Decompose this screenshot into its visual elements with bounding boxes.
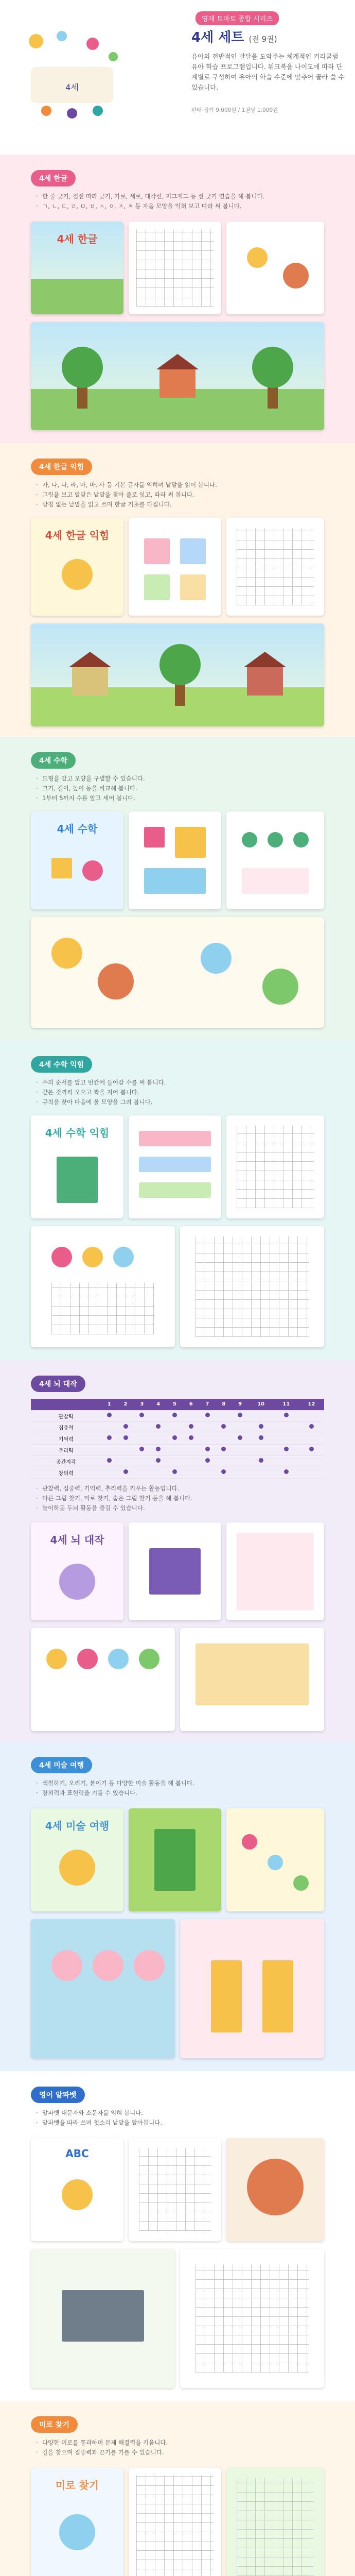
section-bullets: · 가, 나, 다, 라, 마, 바, 사 등 기본 글자를 익히며 낱말을 읽어 봅니다. · 그림을 보고 알맞은 낱말을 찾아 줄로 잇고, 따라 써 봅니다. · 받침 없는 낱말을 읽고 쓰며 한글 기초를 다집니다. [36,480,324,510]
page-preview [226,1115,324,1218]
page-spread [31,917,324,1028]
page-preview [226,1522,324,1620]
page-preview [129,518,221,616]
section-bullets: · 관찰력, 집중력, 기억력, 추리력을 키우는 활동입니다. · 다른 그림 찾기, 미로 찾기, 숨은 그림 찾기 등을 해 봅니다. · 놀이하듯 두뇌 활동을 즐길 수 있습니다. [36,1484,324,1513]
page-preview [180,2249,324,2388]
page-preview [180,1628,324,1731]
product-description: 유아의 전반적인 발달을 도와주는 체계적인 커리큘럼 유아 학습 프로그램입니다. 워크북을 나이도에 따라 단계별로 구성하여 유아의 학습 수준에 맞추어 골라 쓸 수 있습니다. [191,53,345,91]
book-cover: 4세 뇌 대작 [31,1522,123,1620]
page-preview [226,1808,324,1911]
page-preview [180,1919,324,2058]
section-tag: 4세 한글 익힘 [31,459,92,475]
section-hangul [0,155,355,443]
page-preview [226,811,324,909]
section-tag: 4세 미술 여행 [31,1757,92,1773]
section-bullets: · 색칠하기, 오리기, 붙이기 등 다양한 미술 활동을 해 봅니다. · 창의력과 표현력을 기를 수 있습니다. [36,1778,324,1798]
section-alphabet [0,2071,355,2401]
section-bullets: · 다양한 미로를 통과하며 문제 해결력을 키웁니다. · 길을 찾으며 집중력과 끈기를 기를 수 있습니다. [36,2438,324,2458]
mascot-illustration [15,21,129,124]
page-preview [129,1115,221,1218]
section-bullets: · 알파벳 대문자와 소문자를 익혀 봅니다. · 알파벳을 따라 쓰며 첫소리 낱말을 알아봅니다. [36,2108,324,2128]
page-preview [129,2138,221,2241]
series-badge: 영재 토마토 종합 시리즈 [196,11,279,25]
section-maze [0,2401,355,2576]
page-preview [226,518,324,616]
section-hangul-practice [0,443,355,737]
page-preview [129,222,221,314]
book-cover: ABC [31,2138,123,2241]
section-art [0,1741,355,2071]
section-tag: 4세 뇌 대작 [31,1376,85,1392]
page-preview [226,222,324,314]
section-tag: 4세 한글 [31,170,76,187]
book-cover: 4세 수학 익힘 [31,1115,123,1218]
price-note: 판매 정가 9,000원 / 1권당 1,000원 [191,107,278,113]
page-spread [31,623,324,726]
book-cover: 4세 미술 여행 [31,1808,123,1911]
book-cover: 4세 한글 익힘 [31,518,123,616]
book-cover: 4세 수학 [31,811,123,909]
product-title: 4세 세트 (전 9권) [191,30,277,45]
hero-header [0,0,355,155]
page-preview [31,2249,175,2388]
section-math-practice [0,1041,355,1360]
page-preview [226,2468,324,2576]
page-preview [31,1226,175,1347]
svg-text:4세: 4세 [65,82,79,92]
page-preview [129,1808,221,1911]
section-tag: 미로 찾기 [31,2416,78,2433]
page-preview [180,1226,324,1347]
page-preview [129,1522,221,1620]
book-cover: 4세 한글 [31,222,123,314]
book-cover: 미로 찾기 [31,2468,123,2576]
section-brain [0,1360,355,1741]
section-tag: 영어 알파벳 [31,2087,85,2103]
section-tag: 4세 수학 익힘 [31,1056,92,1073]
page-preview [129,2468,221,2576]
section-tag: 4세 수학 [31,752,76,769]
section-bullets: · 한 줄 긋기, 점선 따라 긋기, 가로, 세로, 대각선, 지그재그 등 선 긋기 연습을 해 봅니다. · ㄱ, ㄴ, ㄷ, ㄹ, ㅁ, ㅂ, ㅅ, ㅇ, ㅈ, ㅊ 등 자음 모양을 익혀 보고 따라 써 봅니다. [36,192,324,211]
page-preview [31,1919,175,2058]
page-preview [31,1628,175,1731]
page-spread [31,322,324,430]
page-preview [129,811,221,909]
section-bullets: · 수의 순서를 알고 빈칸에 들어갈 수를 써 봅니다. · 같은 것끼리 모으고 짝을 지어 봅니다. · 규칙을 찾아 다음에 올 모양을 그려 봅니다. [36,1078,324,1107]
page-preview [226,2138,324,2241]
section-bullets: · 도형을 알고 모양을 구별할 수 있습니다. · 크기, 길이, 높이 등을 비교해 봅니다. · 1부터 5까지 수를 알고 세어 봅니다. [36,774,324,803]
skill-table: 1 2 3 4 5 6 7 8 9 10 11 12 관찰력 집중력 기억력 추리력 공간지각 창의력 [31,1399,324,1479]
section-math [0,737,355,1041]
